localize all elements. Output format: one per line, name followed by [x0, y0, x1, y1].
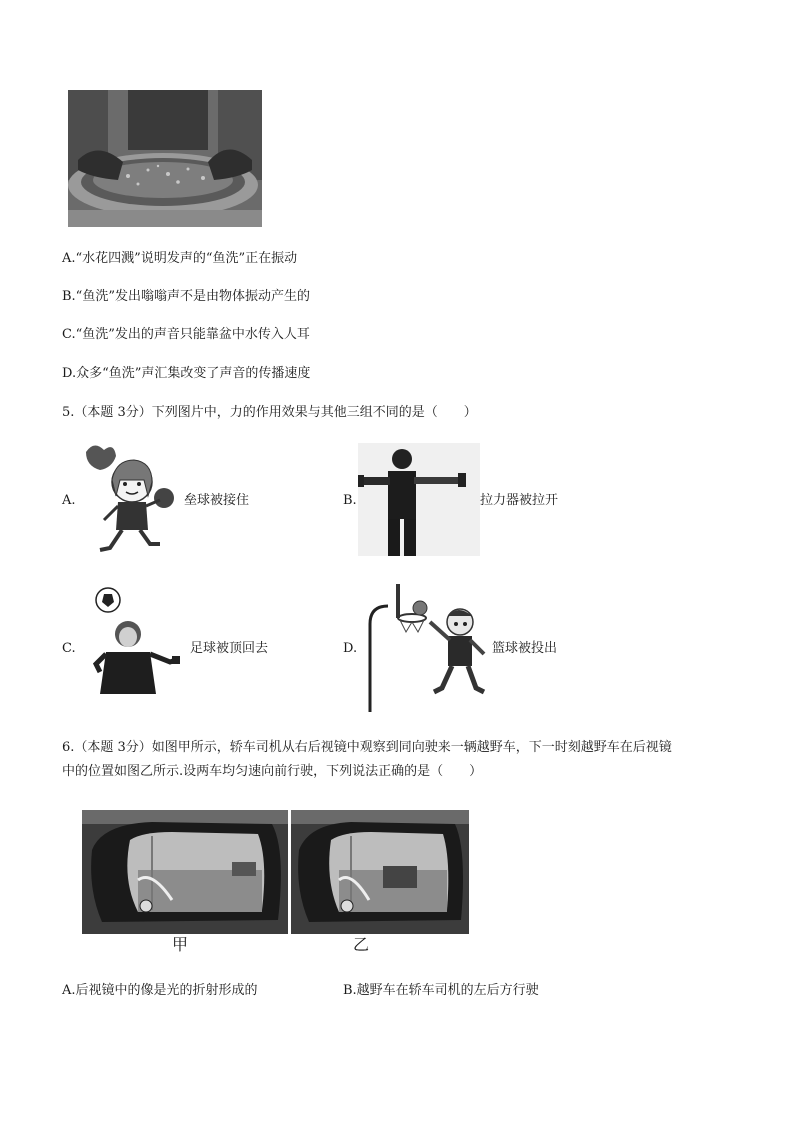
- softball-catch-illustration: [82, 440, 182, 558]
- side-mirror-photo-yi: [291, 810, 469, 934]
- q6-stem-line2: 中的位置如图乙所示.设两车均匀速向前行驶，下列说法正确的是（ ）: [62, 764, 483, 779]
- q4-option-c: C.“鱼洗”发出的声音只能靠盆中水传入人耳: [62, 327, 310, 342]
- basketball-shot-illustration: [364, 584, 494, 712]
- q6-fig-label-yi: 乙: [353, 935, 370, 954]
- q4-option-a: A.“水花四溅”说明发声的“鱼洗”正在振动: [62, 251, 298, 266]
- q6-fig-label-jia: 甲: [172, 935, 189, 954]
- q4-option-d: D.众多“鱼洗”声汇集改变了声音的传播速度: [62, 366, 311, 381]
- q5-option-c-letter: C.: [62, 641, 76, 656]
- q4-option-b: B.“鱼洗”发出嗡嗡声不是由物体振动产生的: [62, 289, 310, 304]
- q5-option-c-caption: 足球被顶回去: [190, 641, 269, 656]
- q6-stem-line1: 6.（本题 3分）如图甲所示，轿车司机从右后视镜中观察到同向驶来一辆越野车，下一时刻越野车在后视镜: [62, 740, 672, 755]
- chest-expander-photo: [358, 443, 480, 556]
- football-header-illustration: [88, 582, 188, 702]
- q5-option-d-caption: 篮球被投出: [492, 641, 558, 656]
- q5-option-d-letter: D.: [343, 641, 358, 656]
- yuxi-basin-photo: [68, 90, 262, 227]
- side-mirror-photo-jia: [82, 810, 288, 934]
- q5-option-b-caption: 拉力器被拉开: [480, 493, 559, 508]
- q5-option-b-letter: B.: [343, 493, 357, 508]
- q5-stem: 5.（本题 3分）下列图片中，力的作用效果与其他三组不同的是（ ）: [62, 405, 477, 420]
- q5-option-a-letter: A.: [62, 493, 76, 508]
- q5-option-a-caption: 垒球被接住: [184, 493, 250, 508]
- q6-option-a: A.后视镜中的像是光的折射形成的: [62, 983, 258, 998]
- q6-option-b: B.越野车在轿车司机的左后方行驶: [343, 983, 539, 998]
